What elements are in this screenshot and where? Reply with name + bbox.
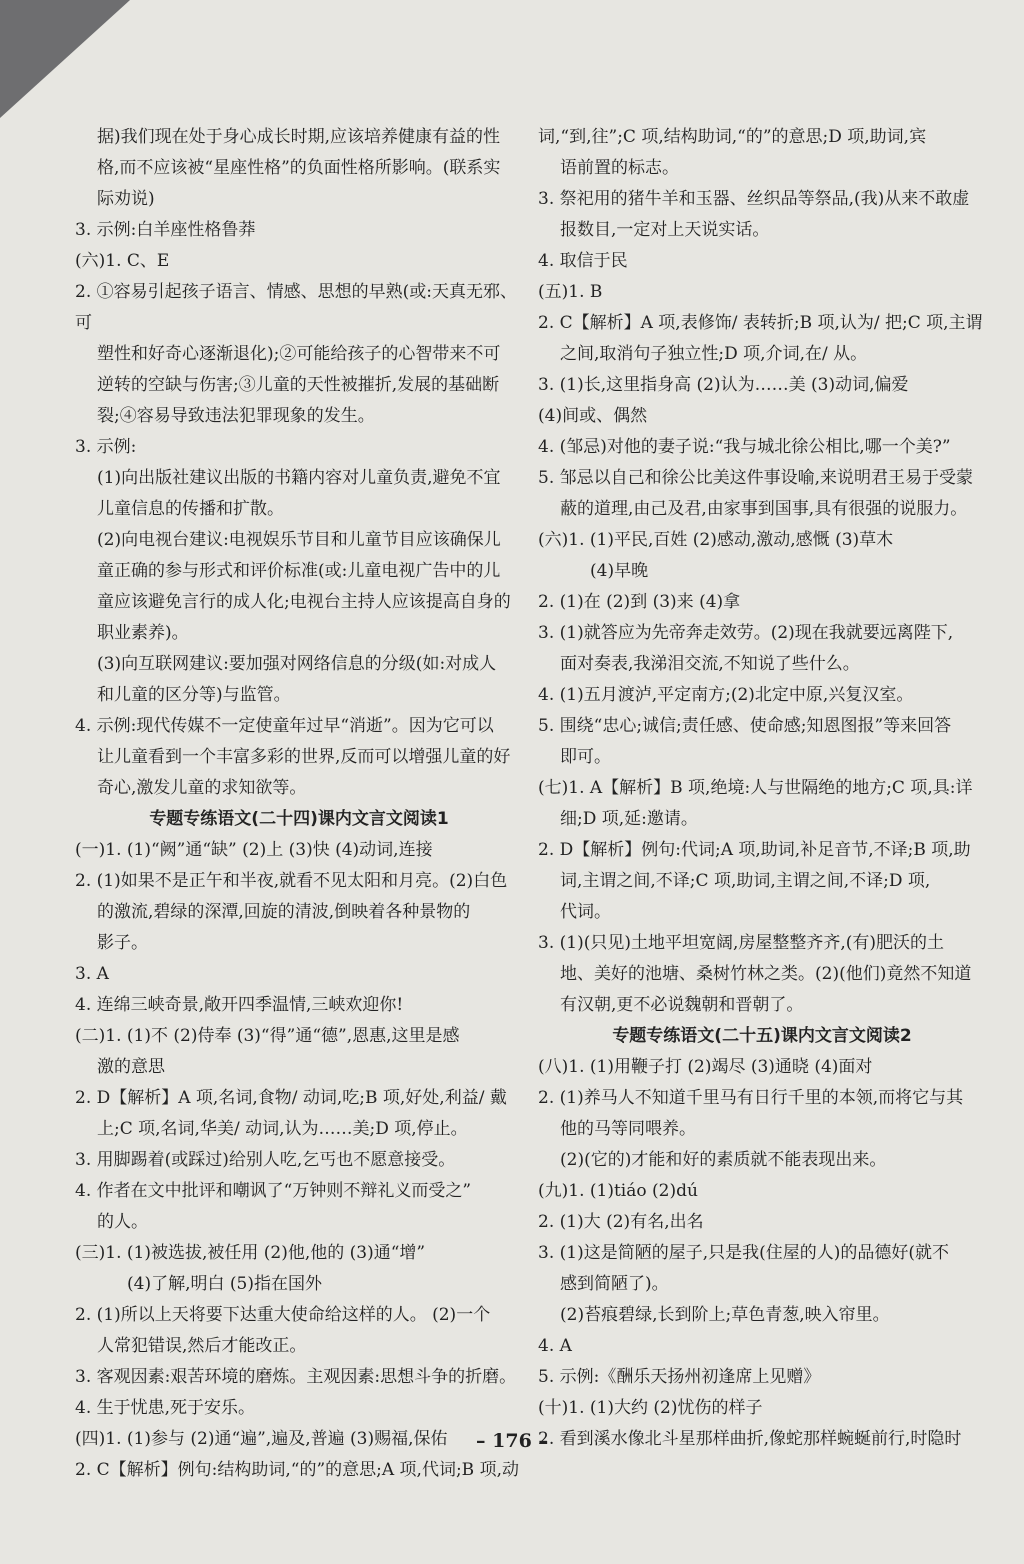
text-line: 职业素养)。 [97,623,189,643]
text-line: (4)了解,明白 (5)指在国外 [127,1274,322,1294]
text-line: 的激流,碧绿的深潭,回旋的清波,倒映着各种景物的 [97,902,471,922]
text-line: 4. 取信于民 [538,251,628,271]
text-line: 4. 生于忧患,死于安乐。 [75,1398,256,1418]
text-line: (十)1. (1)大约 (2)忧伤的样子 [538,1398,763,1418]
text-line: 3. (1)长,这里指身高 (2)认为……美 (3)动词,偏爱 [538,375,909,395]
text-line: 据)我们现在处于身心成长时期,应该培养健康有益的性 [97,127,501,147]
text-line: 3. (1)这是简陋的屋子,只是我(住屋的人)的品德好(就不 [538,1243,950,1263]
text-line: 奇心,激发儿童的求知欲等。 [97,778,307,798]
text-line: (七)1. A【解析】B 项,绝境:人与世隔绝的地方;C 项,具:详 [538,778,973,798]
text-line: (3)向互联网建议:要加强对网络信息的分级(如:对成人 [97,654,497,674]
right-column [538,122,986,1455]
text-line: 3. (1)就答应为先帝奔走效劳。(2)现在我就要远离陛下, [538,623,954,643]
text-line: 2. ①容易引起孩子语言、情感、思想的早熟(或:天真无邪、可 [75,282,517,333]
text-line: 3. 示例: [75,437,137,457]
text-line: 上;C 项,名词,华美/ 动词,认为……美;D 项,停止。 [97,1119,468,1139]
text-line: 际劝说) [97,189,155,209]
text-line: (一)1. (1)“阙”通“缺” (2)上 (3)快 (4)动词,连接 [75,840,433,860]
text-line: 2. D【解析】例句:代词;A 项,助词,补足音节,不译;B 项,助 [538,840,971,860]
text-line: 裂;④容易导致违法犯罪现象的发生。 [97,406,375,426]
text-line: 激的意思 [97,1057,165,1077]
text-line: (四)1. (1)参与 (2)通“遍”,遍及,普遍 (3)赐福,保佑 [75,1429,448,1449]
left-column [75,122,523,1486]
text-line: 感到简陋了)。 [560,1274,669,1294]
text-line: 2. (1)大 (2)有名,出名 [538,1212,704,1232]
text-line: 之间,取消句子独立性;D 项,介词,在/ 从。 [560,344,868,364]
text-line: 和儿童的区分等)与监管。 [97,685,291,705]
text-line: (1)向出版社建议出版的书籍内容对儿童负责,避免不宜 [97,468,501,488]
text-line: 童应该避免言行的成人化;电视台主持人应该提高自身的 [97,592,511,612]
text-line: 语前置的标志。 [560,158,679,178]
text-line: 他的马等同喂养。 [560,1119,696,1139]
text-line: 词,“到,往”;C 项,结构助词,“的”的意思;D 项,助词,宾 [538,127,927,147]
text-line: (2)苔痕碧绿,长到阶上;草色青葱,映入帘里。 [560,1305,890,1325]
text-line: 影子。 [97,933,148,953]
text-line: 3. 示例:白羊座性格鲁莽 [75,220,256,240]
text-line: 人常犯错误,然后才能改正。 [97,1336,307,1356]
text-line: 报数目,一定对上天说实话。 [560,220,770,240]
text-line: (4)间或、偶然 [538,406,648,426]
text-line: 2. D【解析】A 项,名词,食物/ 动词,吃;B 项,好处,利益/ 戴 [75,1088,507,1108]
text-line: 蔽的道理,由己及君,由家事到国事,具有很强的说服力。 [560,499,968,519]
section-heading: 专题专练语文(二十四)课内文言文阅读1 [149,809,449,829]
text-line: 3. 客观因素:艰苦环境的磨炼。主观因素:思想斗争的折磨。 [75,1367,517,1387]
text-line: (2)向电视台建议:电视娱乐节目和儿童节目应该确保儿 [97,530,501,550]
text-line: 地、美好的池塘、桑树竹林之类。(2)(他们)竟然不知道 [560,964,972,984]
text-line: 2. (1)如果不是正午和半夜,就看不见太阳和月亮。(2)白色 [75,871,508,891]
text-line: 4. (邹忌)对他的妻子说:“我与城北徐公相比,哪一个美?” [538,437,951,457]
text-line: 面对奏表,我涕泪交流,不知说了些什么。 [560,654,860,674]
text-line: 2. C【解析】例句:结构助词,“的”的意思;A 项,代词;B 项,动 [75,1460,519,1480]
text-line: 4. 示例:现代传媒不一定使童年过早“消逝”。因为它可以 [75,716,494,736]
text-line: 代词。 [560,902,611,922]
text-line: (三)1. (1)被选拔,被任用 (2)他,他的 (3)通“增” [75,1243,426,1263]
text-line: 格,而不应该被“星座性格”的负面性格所影响。(联系实 [97,158,501,178]
text-line: 逆转的空缺与伤害;③儿童的天性被摧折,发展的基础断 [97,375,500,395]
text-line: (五)1. B [538,282,603,302]
text-line: (二)1. (1)不 (2)侍奉 (3)“得”通“德”,恩惠,这里是感 [75,1026,460,1046]
text-line: 5. 邹忌以自己和徐公比美这件事设喻,来说明君王易于受蒙 [538,468,974,488]
text-line: 让儿童看到一个丰富多彩的世界,反而可以增强儿童的好 [97,747,511,767]
text-line: (八)1. (1)用鞭子打 (2)竭尽 (3)通晓 (4)面对 [538,1057,873,1077]
text-line: 2. (1)在 (2)到 (3)来 (4)拿 [538,592,741,612]
text-line: 塑性和好奇心逐渐退化);②可能给孩子的心智带来不可 [97,344,501,364]
text-line: 5. 围绕“忠心;诚信;责任感、使命感;知恩图报”等来回答 [538,716,952,736]
text-line: (九)1. (1)tiáo (2)dú [538,1181,698,1201]
text-line: 2. C【解析】A 项,表修饰/ 表转折;B 项,认为/ 把;C 项,主谓 [538,313,983,333]
text-line: 词,主谓之间,不译;C 项,助词,主谓之间,不译;D 项, [560,871,931,891]
text-line: 2. 看到溪水像北斗星那样曲折,像蛇那样蜿蜒前行,时隐时 [538,1429,962,1449]
text-line: 4. 连绵三峡奇景,敞开四季温情,三峡欢迎你! [75,995,404,1015]
section-heading: 专题专练语文(二十五)课内文言文阅读2 [612,1026,912,1046]
text-line: 的人。 [97,1212,148,1232]
text-line: (2)(它的)才能和好的素质就不能表现出来。 [560,1150,887,1170]
page-corner-fold [0,0,130,118]
text-line: 4. (1)五月渡泸,平定南方;(2)北定中原,兴复汉室。 [538,685,914,705]
text-line: 4. 作者在文中批评和嘲讽了“万钟则不辩礼义而受之” [75,1181,472,1201]
page-number: – 176 – [476,1430,548,1452]
text-line: 3. 祭祀用的猪牛羊和玉器、丝织品等祭品,(我)从来不敢虚 [538,189,970,209]
text-line: 4. A [538,1336,572,1356]
text-line: (六)1. (1)平民,百姓 (2)感动,激动,感慨 (3)草木 [538,530,894,550]
text-line: 即可。 [560,747,611,767]
text-line: 3. (1)(只见)土地平坦宽阔,房屋整整齐齐,(有)肥沃的土 [538,933,945,953]
text-line: 3. A [75,964,109,984]
text-line: 2. (1)所以上天将要下达重大使命给这样的人。 (2)一个 [75,1305,491,1325]
text-line: 细;D 项,延:邀请。 [560,809,698,829]
text-line: (六)1. C、E [75,251,170,271]
text-line: 童正确的参与形式和评价标准(或:儿童电视广告中的儿 [97,561,501,581]
text-line: 5. 示例:《酬乐天扬州初逢席上见赠》 [538,1367,821,1387]
text-line: 2. (1)养马人不知道千里马有日行千里的本领,而将它与其 [538,1088,964,1108]
text-line: 儿童信息的传播和扩散。 [97,499,284,519]
text-line: (4)早晚 [590,561,649,581]
text-line: 3. 用脚踢着(或踩过)给别人吃,乞丐也不愿意接受。 [75,1150,456,1170]
text-line: 有汉朝,更不必说魏朝和晋朝了。 [560,995,804,1015]
